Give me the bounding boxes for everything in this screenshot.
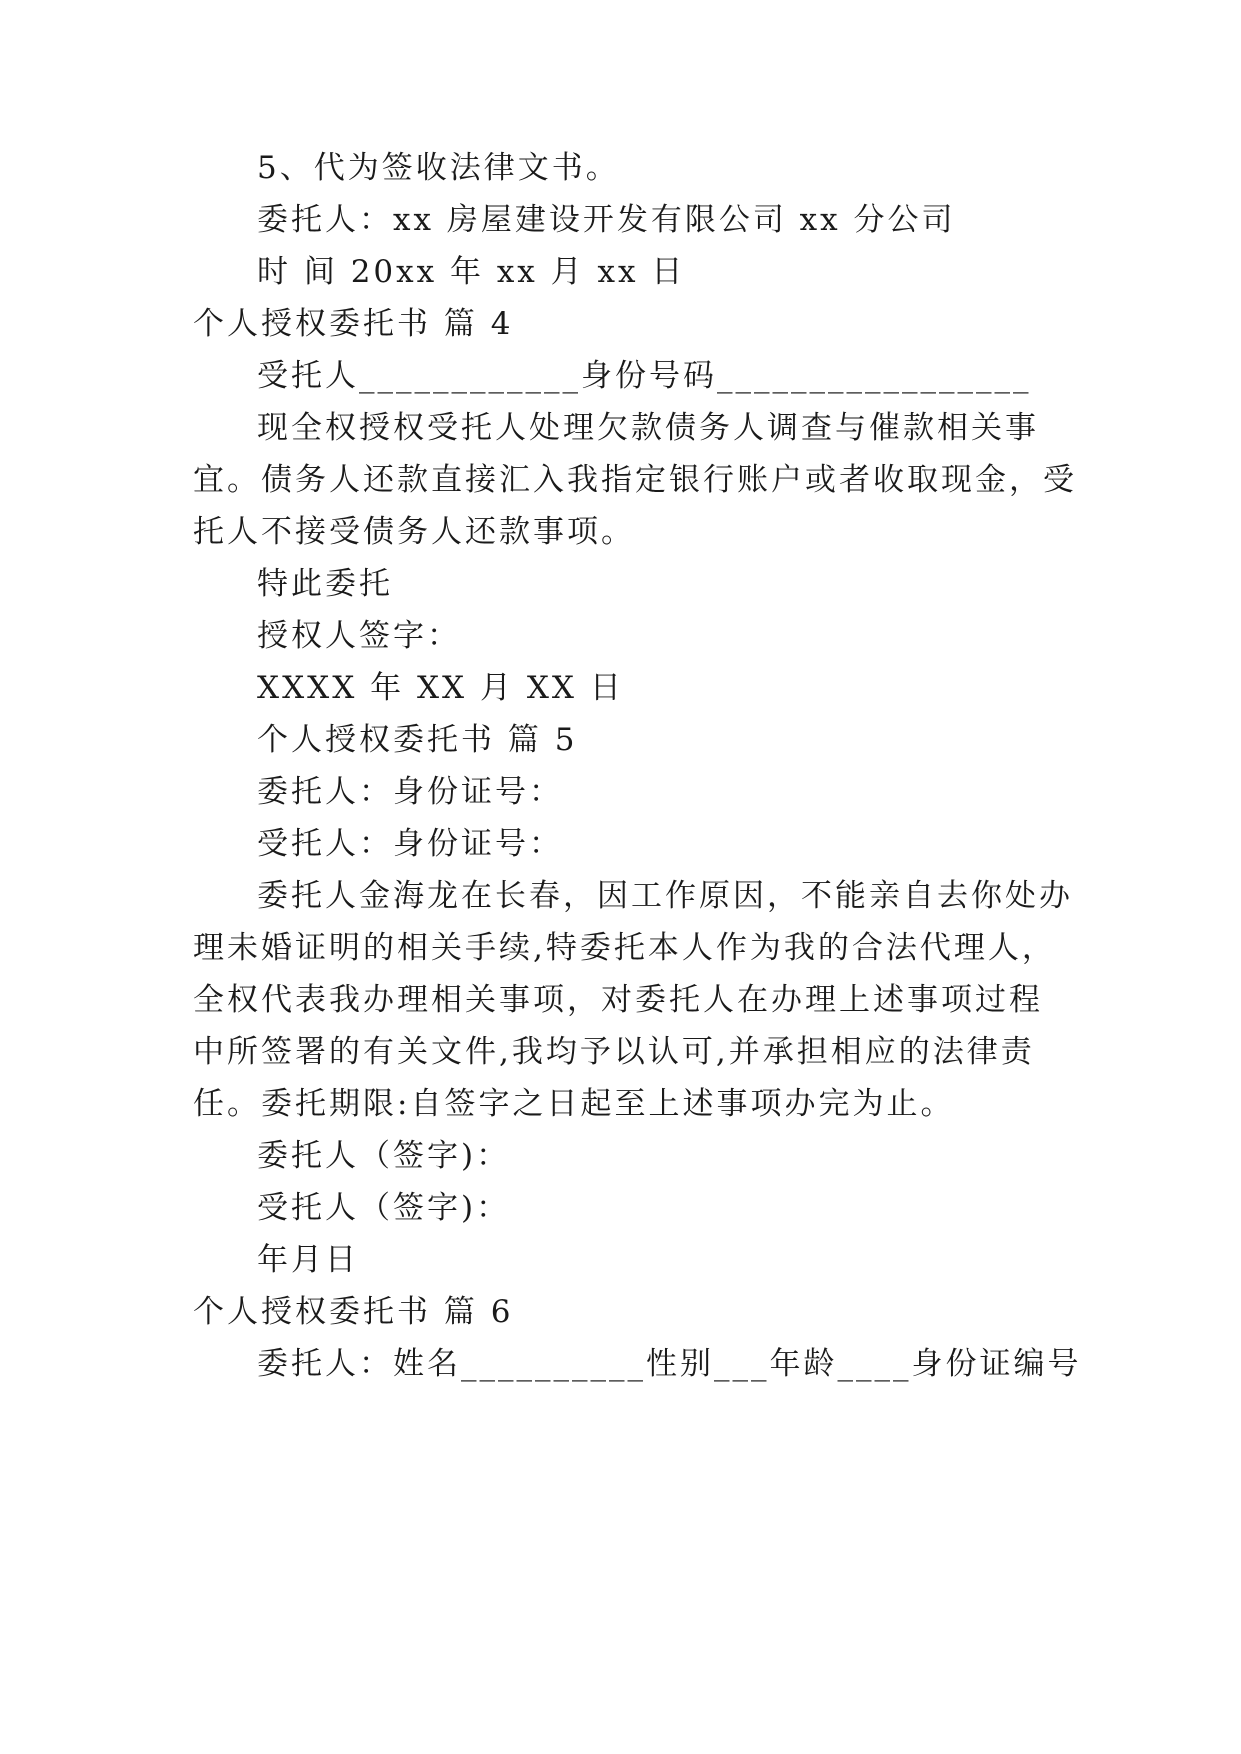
closing-text: 特此委托 <box>257 566 393 602</box>
paragraph-line: 任。委托期限:自签字之日起至上述事项办完为止。 <box>193 1086 955 1122</box>
paragraph-line: 现全权授权受托人处理欠款债务人调查与催款相关事 <box>257 410 1039 446</box>
principal-info-line: 委托人：姓名__________性别___年龄____身份证编号 <box>257 1346 1082 1382</box>
item-5-text: 5、代为签收法律文书。 <box>257 150 620 186</box>
date-line: 年月日 <box>257 1242 359 1278</box>
signature-line: 授权人签字： <box>257 618 461 654</box>
section-heading-4: 个人授权委托书 篇 4 <box>193 306 514 342</box>
principal-id-line: 委托人：身份证号： <box>257 774 563 810</box>
paragraph-line: 托人不接受债务人还款事项。 <box>193 514 635 550</box>
section-heading-5: 个人授权委托书 篇 5 <box>257 722 578 758</box>
principal-line: 委托人：xx 房屋建设开发有限公司 xx 分公司 <box>257 202 956 238</box>
principal-signature-line: 委托人（签字)： <box>257 1138 511 1174</box>
paragraph-line: 宜。债务人还款直接汇入我指定银行账户或者收取现金，受 <box>193 462 1077 498</box>
trustee-id-line: 受托人____________身份号码_________________ <box>257 358 1032 394</box>
paragraph-line: 全权代表我办理相关事项，对委托人在办理上述事项过程 <box>193 982 1043 1018</box>
paragraph-line: 中所签署的有关文件,我均予以认可,并承担相应的法律责 <box>193 1034 1035 1070</box>
date-line: XXXX 年 XX 月 XX 日 <box>257 670 624 706</box>
section-heading-6: 个人授权委托书 篇 6 <box>193 1294 514 1330</box>
paragraph-line: 理未婚证明的相关手续,特委托本人作为我的合法代理人， <box>193 930 1056 966</box>
paragraph-line: 委托人金海龙在长春，因工作原因，不能亲自去你处办 <box>257 878 1073 914</box>
date-line: 时 间 20xx 年 xx 月 xx 日 <box>257 254 686 290</box>
trustee-signature-line: 受托人（签字)： <box>257 1190 511 1226</box>
trustee-id-line: 受托人：身份证号： <box>257 826 563 862</box>
